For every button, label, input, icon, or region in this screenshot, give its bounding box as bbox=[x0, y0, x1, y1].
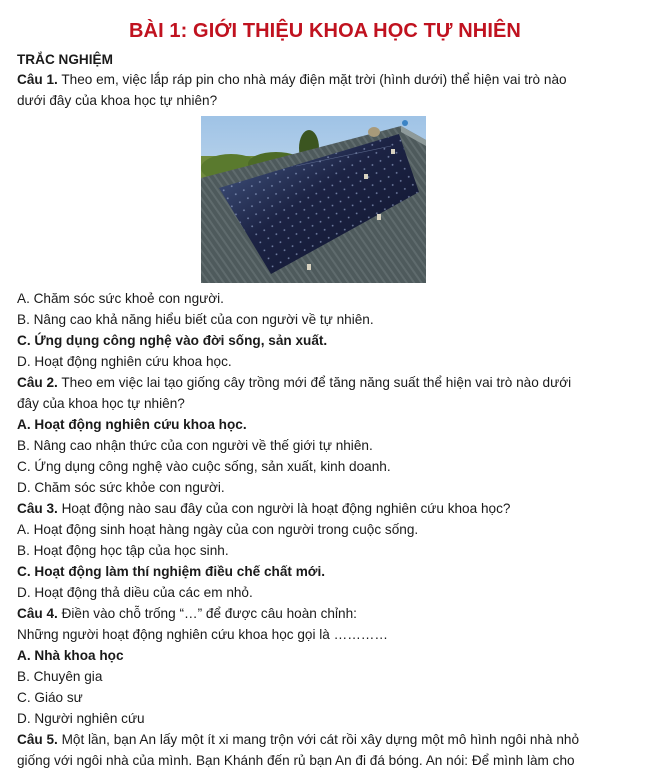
question-2-line-1: Câu 2. Theo em việc lai tạo giống cây trồng mới để tăng năng suất thể hiện vai trò nào dưới bbox=[17, 375, 572, 390]
question-4-line-2: Những người hoạt động nghiên cứu khoa học gọi là ………… bbox=[17, 627, 388, 642]
q2-option-a-correct: A. Hoạt động nghiên cứu khoa học. bbox=[17, 417, 247, 432]
question-5-line-1: Câu 5. Một lần, bạn An lấy một ít xi mang trộn với cát rồi xây dựng một mô hình ngôi nhà nhỏ bbox=[17, 732, 580, 747]
question-3-line-1: Câu 3. Hoạt động nào sau đây của con người là hoạt động nghiên cứu khoa học? bbox=[17, 501, 511, 516]
question-5-label: Câu 5. bbox=[17, 732, 58, 747]
solar-panels-on-roof-photo bbox=[201, 116, 426, 283]
q4-option-d: D. Người nghiên cứu bbox=[17, 711, 145, 726]
q1-option-c-correct: C. Ứng dụng công nghệ vào đời sống, sản xuất. bbox=[17, 333, 328, 348]
q3-option-c-correct: C. Hoạt động làm thí nghiệm điều chế chất mới. bbox=[17, 564, 325, 579]
question-5-line-2: giống với ngôi nhà của mình. Bạn Khánh đến rủ bạn An đi đá bóng. An nói: Để mình làm cho bbox=[17, 753, 575, 768]
q4-option-b: B. Chuyên gia bbox=[17, 669, 103, 684]
q1-option-a: A. Chăm sóc sức khoẻ con người. bbox=[17, 291, 224, 306]
question-1-line-1: Câu 1. Theo em, việc lắp ráp pin cho nhà máy điện mặt trời (hình dưới) thể hiện vai trò nào bbox=[17, 72, 567, 87]
q2-option-c: C. Ứng dụng công nghệ vào cuộc sống, sản xuất, kinh doanh. bbox=[17, 459, 391, 474]
page-title: BÀI 1: GIỚI THIỆU KHOA HỌC TỰ NHIÊN bbox=[129, 20, 521, 42]
question-2-label: Câu 2. bbox=[17, 375, 58, 390]
q3-option-d: D. Hoạt động thả diều của các em nhỏ. bbox=[17, 585, 253, 600]
question-1-line-2: dưới đây của khoa học tự nhiên? bbox=[17, 93, 218, 108]
q4-option-a-correct: A. Nhà khoa học bbox=[17, 648, 124, 663]
section-heading: TRẮC NGHIỆM bbox=[17, 52, 113, 67]
q3-option-b: B. Hoạt động học tập của học sinh. bbox=[17, 543, 229, 558]
question-4-label: Câu 4. bbox=[17, 606, 58, 621]
question-1-label: Câu 1. bbox=[17, 72, 58, 87]
q1-option-b: B. Nâng cao khả năng hiểu biết của con người về tự nhiên. bbox=[17, 312, 374, 327]
question-3-label: Câu 3. bbox=[17, 501, 58, 516]
question-4-line-1: Câu 4. Điền vào chỗ trống “…” để được câu hoàn chỉnh: bbox=[17, 606, 357, 621]
q3-option-a: A. Hoạt động sinh hoạt hàng ngày của con người trong cuộc sống. bbox=[17, 522, 419, 537]
q2-option-d: D. Chăm sóc sức khỏe con người. bbox=[17, 480, 225, 495]
q4-option-c: C. Giáo sư bbox=[17, 690, 83, 705]
q1-option-d: D. Hoạt động nghiên cứu khoa học. bbox=[17, 354, 232, 369]
q2-option-b: B. Nâng cao nhận thức của con người về thế giới tự nhiên. bbox=[17, 438, 373, 453]
question-2-line-2: đây của khoa học tự nhiên? bbox=[17, 396, 185, 411]
